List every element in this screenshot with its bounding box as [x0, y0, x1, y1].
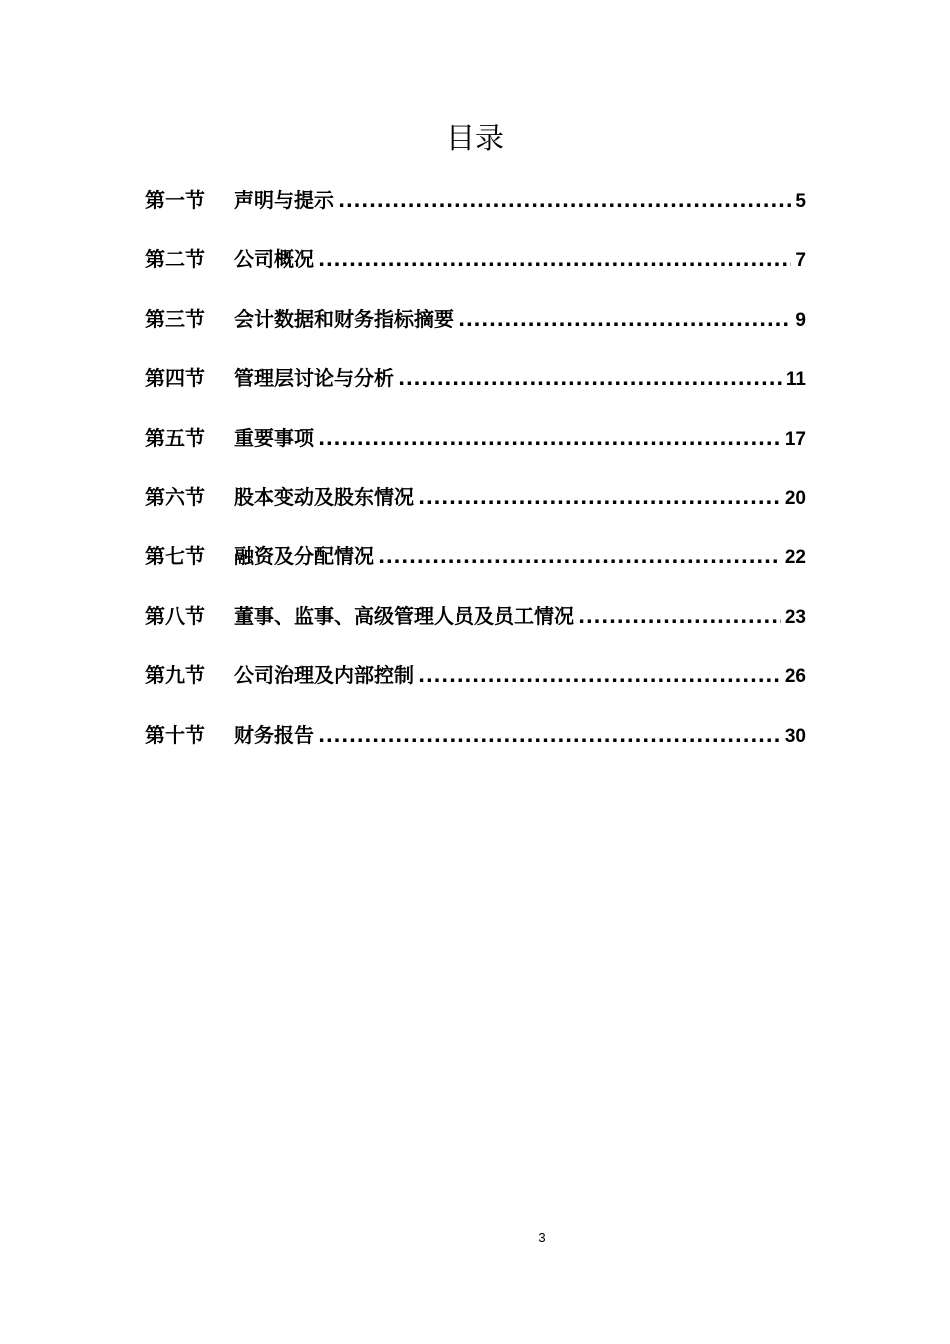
toc-section-title: 融资及分配情况	[234, 544, 374, 569]
toc-section-number: 第五节	[145, 425, 205, 450]
toc-dot-leader	[338, 181, 791, 221]
toc-section-title: 声明与提示	[234, 188, 334, 212]
toc-dot-leader	[378, 537, 781, 577]
toc-section-number: 第九节	[145, 663, 205, 688]
toc-page-number: 22	[784, 547, 806, 569]
toc-section-number: 第七节	[145, 544, 205, 569]
toc-entry[interactable]	[145, 358, 806, 417]
toc-section-number: 第三节	[145, 306, 205, 331]
toc-dot-leader	[418, 656, 781, 696]
toc-entry[interactable]	[145, 239, 806, 298]
toc-page-number: 23	[784, 606, 806, 628]
toc-section-title: 重要事项	[234, 425, 314, 450]
toc-section-title: 会计数据和财务指标摘要	[234, 306, 454, 331]
toc-page-number: 17	[784, 428, 806, 450]
toc-dot-leader	[418, 478, 781, 518]
toc-section-title: 董事、监事、高级管理人员及员工情况	[234, 603, 574, 628]
toc-section-number: 第十节	[145, 722, 205, 747]
toc-section-title: 财务报告	[234, 722, 314, 747]
toc-entry[interactable]	[145, 596, 806, 655]
toc-entry[interactable]	[145, 536, 806, 595]
toc-page-number: 9	[795, 309, 806, 331]
toc-page-number: 26	[784, 666, 806, 688]
toc-section-number: 第八节	[145, 603, 205, 628]
toc-section-title: 股本变动及股东情况	[234, 484, 414, 509]
toc-page-number: 20	[784, 487, 806, 509]
page-title: 目录	[445, 121, 504, 155]
toc-entry[interactable]	[145, 299, 806, 358]
toc-dot-leader	[458, 300, 791, 340]
toc-entry[interactable]	[145, 477, 806, 536]
table-of-contents	[145, 180, 806, 774]
toc-entry[interactable]	[145, 418, 806, 477]
toc-section-title: 公司概况	[234, 247, 314, 272]
toc-section-number: 第二节	[145, 247, 205, 272]
toc-dot-leader	[398, 359, 782, 399]
toc-page-number: 11	[785, 369, 806, 391]
page-number-footer: 3	[538, 1230, 546, 1245]
toc-section-number: 第六节	[145, 484, 205, 509]
toc-section-number: 第四节	[145, 366, 205, 391]
toc-dot-leader	[318, 240, 791, 280]
toc-dot-leader	[318, 419, 781, 459]
toc-page-number: 5	[795, 191, 806, 212]
toc-entry[interactable]	[145, 655, 806, 714]
toc-section-number: 第一节	[145, 188, 205, 212]
toc-entry[interactable]	[145, 715, 806, 774]
toc-dot-leader	[578, 597, 781, 637]
toc-entry[interactable]	[145, 180, 806, 239]
toc-section-title: 公司治理及内部控制	[234, 663, 414, 688]
toc-dot-leader	[318, 716, 781, 756]
toc-page-number: 7	[795, 250, 806, 272]
toc-page-number: 30	[784, 725, 806, 747]
toc-section-title: 管理层讨论与分析	[234, 366, 394, 391]
